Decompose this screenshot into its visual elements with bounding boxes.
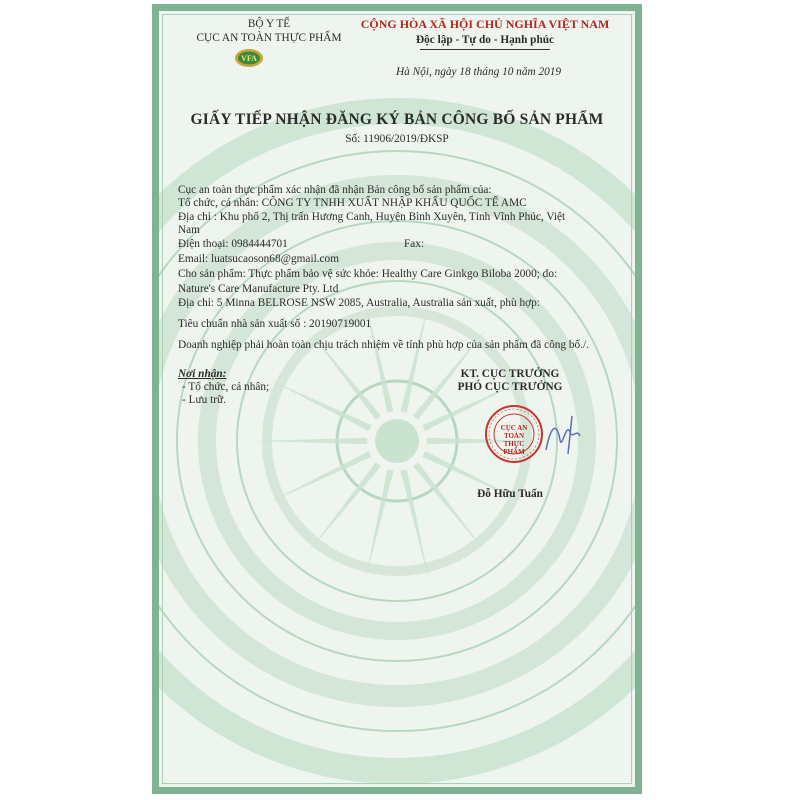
email-line: Email: luatsucaoson68@gmail.com xyxy=(178,253,339,265)
nation-title: CỘNG HÒA XÃ HỘI CHỦ NGHĨA VIỆT NAM xyxy=(360,17,610,31)
standard-line: Tiêu chuẩn nhà sản xuất số : 20190719001 xyxy=(178,318,372,330)
recipients-heading: Nơi nhận: xyxy=(178,368,227,380)
motto-underline xyxy=(420,49,550,50)
product-line-1: Cho sản phẩm: Thực phẩm bảo vệ sức khỏe: Healthy Care Ginkgo Biloba 2000; do: xyxy=(178,268,558,280)
inner-border xyxy=(162,14,632,784)
address-line-2: Nam xyxy=(178,224,200,236)
product-line-2: Nature's Care Manufacture Pty. Ltd xyxy=(178,283,339,295)
signer-name: Đỗ Hữu Tuấn xyxy=(477,488,543,500)
address-line-1: Địa chỉ : Khu phố 2, Thị trấn Hương Canh, Huyện Bình Xuyên, Tỉnh Vĩnh Phúc, Việt xyxy=(178,211,566,223)
intro-line: Cục an toàn thực phẩm xác nhận đã nhận Bản công bố sản phẩm của: xyxy=(178,184,492,196)
signer-role-1: KT. CỤC TRƯỞNG xyxy=(460,368,560,380)
logo-text: VFA xyxy=(241,54,257,63)
phone-line: Điện thoại: 0984444701 xyxy=(178,238,288,250)
responsibility-line: Doanh nghiệp phải hoàn toàn chịu trách nhiệm về tính phù hợp của sản phẩm đã công bố./. xyxy=(178,339,589,351)
recipient-item: - Tổ chức, cá nhân; xyxy=(182,381,270,393)
stamp-text: CỤC AN TOÀN THỰC PHẨM xyxy=(500,424,528,456)
organization-line: Tổ chức, cá nhân: CÔNG TY TNHH XUẤT NHẬP KHẨU QUỐC TẾ AMC xyxy=(178,197,527,209)
recipient-item: - Lưu trữ. xyxy=(182,394,226,406)
fax-line: Fax: xyxy=(404,238,425,250)
motto: Độc lập - Tự do - Hạnh phúc xyxy=(415,34,555,46)
maker-address-line: Địa chỉ: 5 Minna BELROSE NSW 2085, Australia, Australia sản xuất, phù hợp: xyxy=(178,297,540,309)
signature-icon xyxy=(540,410,590,460)
ministry-label: BỘ Y TẾ xyxy=(247,18,291,30)
signer-role-2: PHÓ CỤC TRƯỞNG xyxy=(457,381,563,393)
document-title: GIẤY TIẾP NHẬN ĐĂNG KÝ BẢN CÔNG BỐ SẢN PHẨM xyxy=(190,111,604,128)
agency-label: CỤC AN TOÀN THỰC PHẨM xyxy=(196,32,342,44)
place-date: Hà Nội, ngày 18 tháng 10 năm 2019 xyxy=(396,66,562,78)
document-number: Số: 11906/2019/ĐKSP xyxy=(345,133,449,145)
